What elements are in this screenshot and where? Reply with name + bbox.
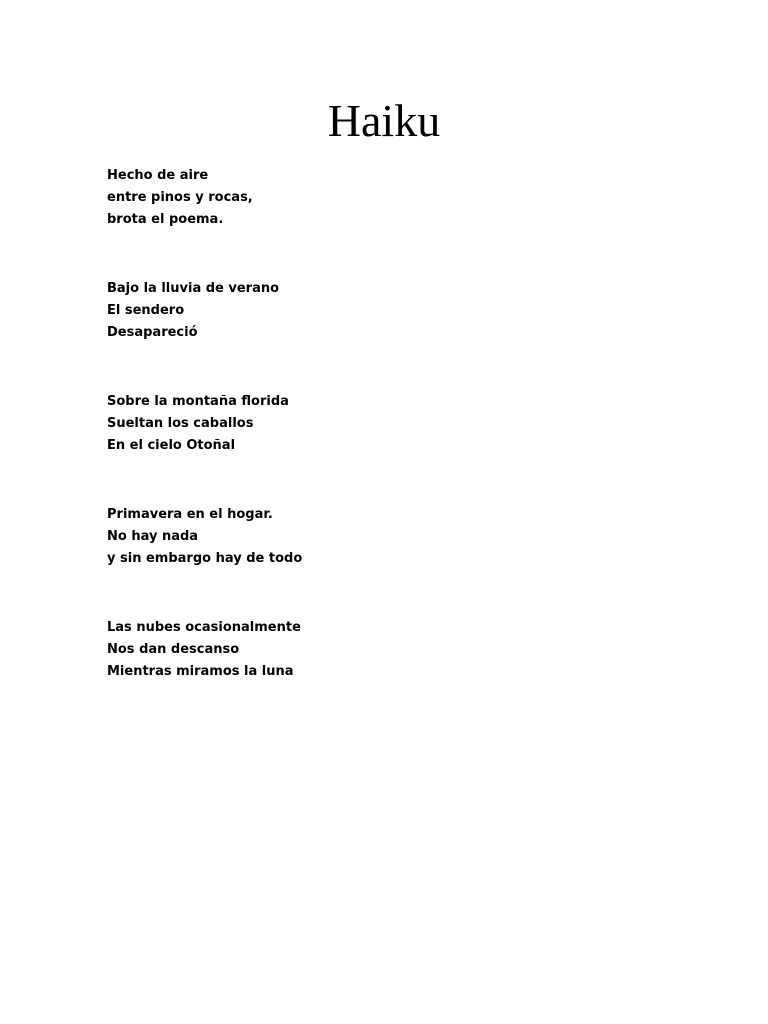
poem-line: Primavera en el hogar. [107, 507, 273, 522]
poem-2 [107, 278, 667, 344]
poem-line: y sin embargo hay de todo [107, 551, 303, 566]
poem-1 [107, 165, 667, 231]
poem-line: entre pinos y rocas, [107, 190, 253, 205]
poem-line: El sendero [107, 303, 185, 318]
poem-line: Nos dan descanso [107, 642, 240, 657]
poem-line: Mientras miramos la luna [107, 664, 294, 679]
poem-line: Hecho de aire [107, 168, 209, 183]
poem-line: Sobre la montaña florida [107, 394, 289, 409]
poem-line: brota el poema. [107, 212, 224, 227]
poem-line: Desapareció [107, 325, 198, 340]
poem-line: No hay nada [107, 529, 199, 544]
poem-3 [107, 391, 667, 457]
poem-5 [107, 617, 667, 683]
poem-line: Sueltan los caballos [107, 416, 254, 431]
poem-line: Las nubes ocasionalmente [107, 620, 301, 635]
poem-list [107, 165, 667, 730]
poem-line: Bajo la lluvia de verano [107, 281, 280, 296]
page-title: Haiku [327, 95, 441, 146]
poem-4 [107, 504, 667, 570]
poem-line: En el cielo Otoñal [107, 438, 236, 453]
